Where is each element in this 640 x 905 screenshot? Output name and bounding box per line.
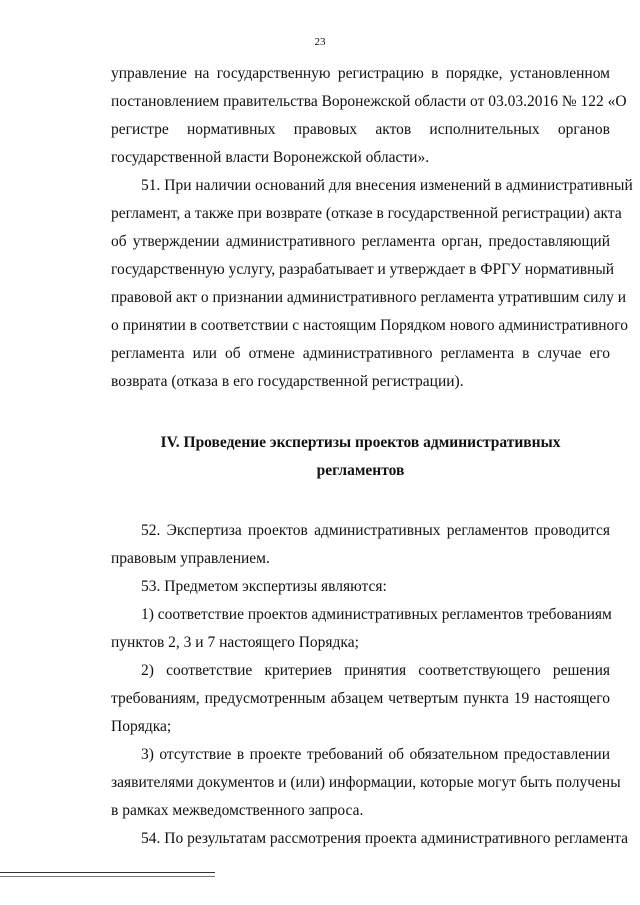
footer-rule	[0, 876, 215, 877]
text-line: о принятии в соответствии с настоящим Порядком нового административного	[111, 317, 629, 334]
text-line: регистре нормативных правовых актов исполнительных органов	[111, 121, 610, 138]
text-line: требованиям, предусмотренным абзацем четвертым пункта 19 настоящего	[111, 690, 610, 707]
section-heading: регламентов	[316, 462, 405, 479]
text-line: об утверждении административного регламента орган, предоставляющий	[111, 233, 610, 250]
text-line: 2) соответствие критериев принятия соответствующего решения	[141, 662, 610, 679]
page-number: 23	[314, 36, 326, 48]
text-line: правовым управлением.	[111, 550, 270, 567]
text-line: 52. Экспертиза проектов административных регламентов проводится	[141, 522, 610, 539]
section-heading: IV. Проведение экспертизы проектов административных	[160, 434, 561, 451]
text-line: 53. Предметом экспертизы являются:	[141, 578, 387, 595]
text-line: 51. При наличии оснований для внесения изменений в административный	[141, 177, 633, 194]
text-line: государственной власти Воронежской области».	[111, 149, 430, 166]
text-line: регламента или об отмене административного регламента в случае его	[111, 345, 610, 362]
text-line: 54. По результатам рассмотрения проекта административного регламента	[141, 830, 628, 847]
text-line: регламент, а также при возврате (отказе в государственной регистрации) акта	[111, 205, 622, 222]
text-line: возврата (отказа в его государственной регистрации).	[111, 373, 464, 390]
text-line: в рамках межведомственного запроса.	[111, 802, 364, 819]
text-line: пунктов 2, 3 и 7 настоящего Порядка;	[111, 634, 359, 651]
text-line: государственную услугу, разрабатывает и утверждает в ФРГУ нормативный	[111, 261, 615, 278]
text-line: заявителями документов и (или) информации, которые могут быть получены	[111, 774, 621, 791]
text-line: 1) соответствие проектов административных регламентов требованиям	[141, 606, 612, 623]
text-line: постановлением правительства Воронежской области от 03.03.2016 № 122 «О	[111, 93, 627, 110]
footer-rule	[0, 872, 215, 873]
text-line: управление на государственную регистрацию в порядке, установленном	[111, 65, 610, 82]
text-line: правовой акт о признании административного регламента утратившим силу и	[111, 289, 627, 306]
text-line: Порядка;	[111, 718, 172, 735]
text-line: 3) отсутствие в проекте требований об обязательном предоставлении	[141, 746, 610, 763]
